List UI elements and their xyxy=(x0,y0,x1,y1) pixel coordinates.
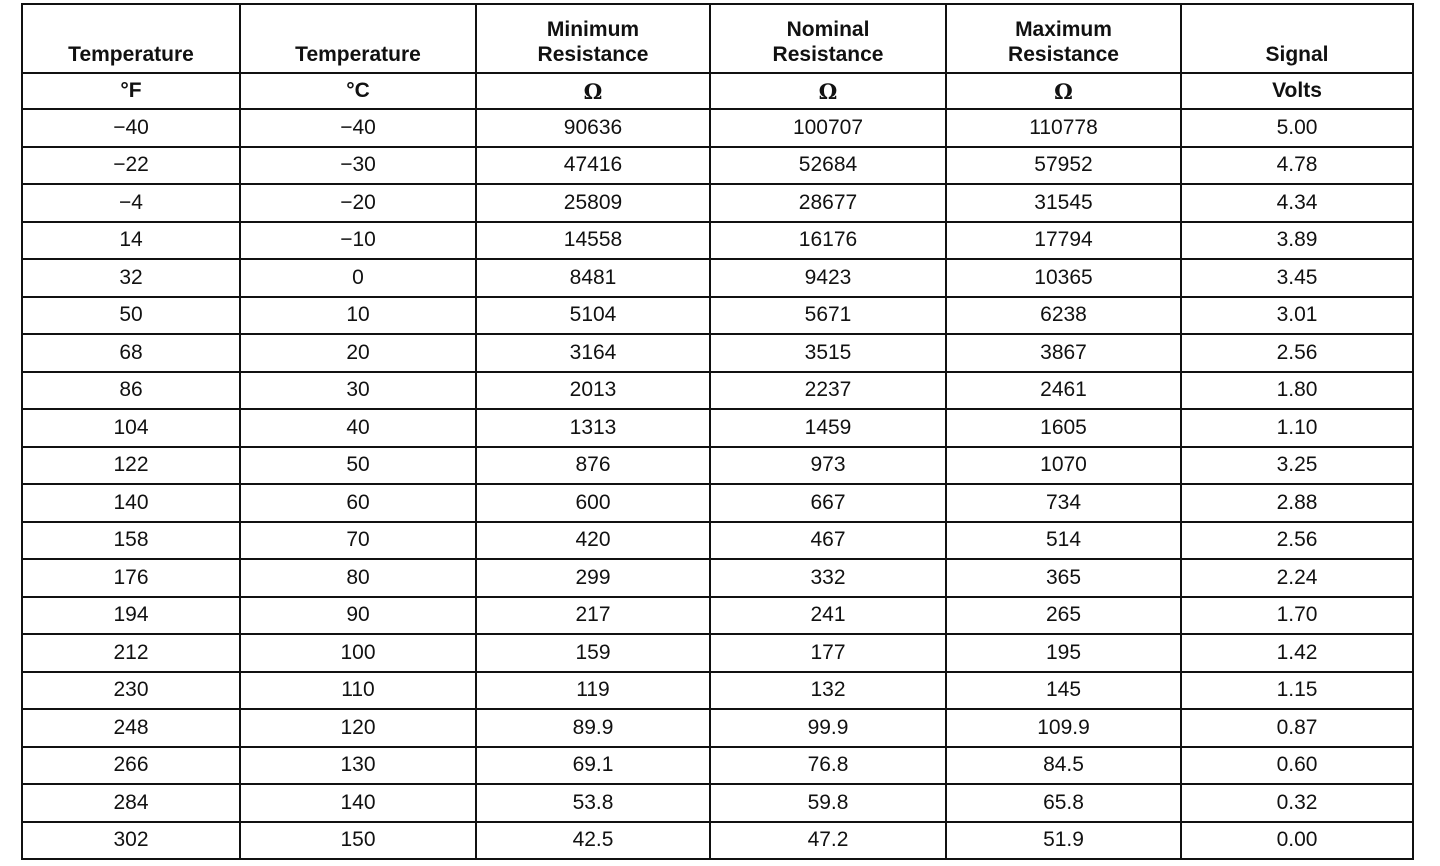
cell-temp-c: 30 xyxy=(240,372,476,410)
header-label: Temperature xyxy=(68,43,194,66)
cell-min-resistance: 5104 xyxy=(476,297,710,335)
cell-signal-volts: 2.56 xyxy=(1181,334,1413,372)
cell-signal-volts: 2.88 xyxy=(1181,484,1413,522)
unit-ohm-max: Ω xyxy=(946,73,1181,109)
table-row xyxy=(22,522,1413,560)
resistance-table-container xyxy=(21,3,1412,860)
cell-temp-c: 80 xyxy=(240,559,476,597)
cell-nominal-resistance: 467 xyxy=(710,522,946,560)
cell-min-resistance: 1313 xyxy=(476,409,710,447)
cell-temp-c: 140 xyxy=(240,784,476,822)
cell-nominal-resistance: 1459 xyxy=(710,409,946,447)
cell-temp-c: 120 xyxy=(240,709,476,747)
cell-signal-volts: 2.56 xyxy=(1181,522,1413,560)
cell-max-resistance: 10365 xyxy=(946,259,1181,297)
table-header xyxy=(22,4,1413,109)
cell-temp-c: −10 xyxy=(240,222,476,260)
cell-nominal-resistance: 59.8 xyxy=(710,784,946,822)
cell-min-resistance: 159 xyxy=(476,634,710,672)
header-label-line1: Minimum xyxy=(546,18,640,41)
cell-temp-f: 140 xyxy=(22,484,240,522)
unit-fahrenheit: °F xyxy=(22,73,240,109)
cell-min-resistance: 25809 xyxy=(476,184,710,222)
unit-celsius: °C xyxy=(240,73,476,109)
table-row xyxy=(22,672,1413,710)
cell-temp-f: 122 xyxy=(22,447,240,485)
cell-temp-f: −22 xyxy=(22,147,240,185)
cell-max-resistance: 110778 xyxy=(946,109,1181,147)
header-maximum-resistance xyxy=(946,4,1181,73)
cell-max-resistance: 365 xyxy=(946,559,1181,597)
cell-nominal-resistance: 99.9 xyxy=(710,709,946,747)
cell-max-resistance: 3867 xyxy=(946,334,1181,372)
table-row xyxy=(22,747,1413,785)
header-temperature-f xyxy=(22,4,240,73)
cell-temp-c: 10 xyxy=(240,297,476,335)
cell-max-resistance: 65.8 xyxy=(946,784,1181,822)
cell-signal-volts: 0.00 xyxy=(1181,822,1413,860)
header-label: Temperature xyxy=(295,43,421,66)
cell-nominal-resistance: 28677 xyxy=(710,184,946,222)
cell-temp-c: −20 xyxy=(240,184,476,222)
cell-nominal-resistance: 76.8 xyxy=(710,747,946,785)
cell-max-resistance: 51.9 xyxy=(946,822,1181,860)
cell-signal-volts: 4.78 xyxy=(1181,147,1413,185)
cell-max-resistance: 109.9 xyxy=(946,709,1181,747)
cell-min-resistance: 14558 xyxy=(476,222,710,260)
table-row xyxy=(22,297,1413,335)
cell-min-resistance: 53.8 xyxy=(476,784,710,822)
header-label: Signal xyxy=(1265,43,1329,66)
cell-nominal-resistance: 100707 xyxy=(710,109,946,147)
cell-temp-c: −30 xyxy=(240,147,476,185)
cell-max-resistance: 265 xyxy=(946,597,1181,635)
cell-max-resistance: 1605 xyxy=(946,409,1181,447)
cell-signal-volts: 1.80 xyxy=(1181,372,1413,410)
cell-temp-c: 40 xyxy=(240,409,476,447)
table-row xyxy=(22,109,1413,147)
cell-temp-c: 20 xyxy=(240,334,476,372)
cell-signal-volts: 1.42 xyxy=(1181,634,1413,672)
table-row xyxy=(22,597,1413,635)
cell-temp-c: 0 xyxy=(240,259,476,297)
cell-temp-f: −40 xyxy=(22,109,240,147)
units-row xyxy=(22,73,1413,109)
cell-max-resistance: 1070 xyxy=(946,447,1181,485)
unit-ohm-min: Ω xyxy=(476,73,710,109)
cell-signal-volts: 3.45 xyxy=(1181,259,1413,297)
cell-signal-volts: 2.24 xyxy=(1181,559,1413,597)
cell-temp-f: 302 xyxy=(22,822,240,860)
cell-max-resistance: 145 xyxy=(946,672,1181,710)
header-nominal-resistance xyxy=(710,4,946,73)
cell-min-resistance: 876 xyxy=(476,447,710,485)
cell-temp-f: 50 xyxy=(22,297,240,335)
cell-nominal-resistance: 52684 xyxy=(710,147,946,185)
cell-min-resistance: 420 xyxy=(476,522,710,560)
header-row xyxy=(22,4,1413,73)
table-row xyxy=(22,334,1413,372)
cell-temp-c: 50 xyxy=(240,447,476,485)
cell-min-resistance: 69.1 xyxy=(476,747,710,785)
cell-nominal-resistance: 47.2 xyxy=(710,822,946,860)
cell-max-resistance: 2461 xyxy=(946,372,1181,410)
header-label-line1: Maximum xyxy=(1015,18,1112,41)
header-minimum-resistance xyxy=(476,4,710,73)
cell-temp-c: 60 xyxy=(240,484,476,522)
cell-signal-volts: 4.34 xyxy=(1181,184,1413,222)
cell-nominal-resistance: 2237 xyxy=(710,372,946,410)
cell-min-resistance: 90636 xyxy=(476,109,710,147)
table-body xyxy=(22,109,1413,859)
cell-max-resistance: 84.5 xyxy=(946,747,1181,785)
cell-min-resistance: 2013 xyxy=(476,372,710,410)
cell-nominal-resistance: 177 xyxy=(710,634,946,672)
cell-temp-f: 230 xyxy=(22,672,240,710)
cell-min-resistance: 119 xyxy=(476,672,710,710)
cell-nominal-resistance: 16176 xyxy=(710,222,946,260)
cell-min-resistance: 47416 xyxy=(476,147,710,185)
cell-max-resistance: 195 xyxy=(946,634,1181,672)
header-temperature-c xyxy=(240,4,476,73)
cell-temp-f: 32 xyxy=(22,259,240,297)
table-row xyxy=(22,259,1413,297)
cell-signal-volts: 3.01 xyxy=(1181,297,1413,335)
cell-max-resistance: 31545 xyxy=(946,184,1181,222)
cell-signal-volts: 1.10 xyxy=(1181,409,1413,447)
cell-min-resistance: 3164 xyxy=(476,334,710,372)
cell-nominal-resistance: 667 xyxy=(710,484,946,522)
header-label-line2: Resistance xyxy=(537,43,649,66)
cell-min-resistance: 89.9 xyxy=(476,709,710,747)
table-row xyxy=(22,222,1413,260)
cell-min-resistance: 600 xyxy=(476,484,710,522)
cell-temp-c: 150 xyxy=(240,822,476,860)
header-label-line2: Resistance xyxy=(772,43,884,66)
cell-temp-f: 104 xyxy=(22,409,240,447)
cell-signal-volts: 3.89 xyxy=(1181,222,1413,260)
cell-max-resistance: 734 xyxy=(946,484,1181,522)
cell-max-resistance: 17794 xyxy=(946,222,1181,260)
cell-temp-f: 176 xyxy=(22,559,240,597)
cell-nominal-resistance: 332 xyxy=(710,559,946,597)
table-row xyxy=(22,634,1413,672)
cell-temp-c: 70 xyxy=(240,522,476,560)
cell-nominal-resistance: 5671 xyxy=(710,297,946,335)
cell-max-resistance: 6238 xyxy=(946,297,1181,335)
cell-temp-c: 90 xyxy=(240,597,476,635)
cell-temp-f: 86 xyxy=(22,372,240,410)
cell-signal-volts: 1.70 xyxy=(1181,597,1413,635)
cell-nominal-resistance: 973 xyxy=(710,447,946,485)
temperature-resistance-table xyxy=(21,3,1414,860)
table-row xyxy=(22,372,1413,410)
cell-temp-f: −4 xyxy=(22,184,240,222)
cell-signal-volts: 0.87 xyxy=(1181,709,1413,747)
cell-min-resistance: 42.5 xyxy=(476,822,710,860)
cell-min-resistance: 299 xyxy=(476,559,710,597)
table-row xyxy=(22,822,1413,860)
table-row xyxy=(22,409,1413,447)
table-row xyxy=(22,709,1413,747)
header-label-line1: Nominal xyxy=(786,18,870,41)
cell-temp-f: 194 xyxy=(22,597,240,635)
cell-signal-volts: 1.15 xyxy=(1181,672,1413,710)
cell-nominal-resistance: 9423 xyxy=(710,259,946,297)
unit-volts: Volts xyxy=(1181,73,1413,109)
cell-min-resistance: 8481 xyxy=(476,259,710,297)
cell-signal-volts: 5.00 xyxy=(1181,109,1413,147)
cell-temp-c: 130 xyxy=(240,747,476,785)
table-row xyxy=(22,784,1413,822)
cell-temp-f: 212 xyxy=(22,634,240,672)
cell-max-resistance: 514 xyxy=(946,522,1181,560)
cell-temp-f: 248 xyxy=(22,709,240,747)
cell-signal-volts: 0.32 xyxy=(1181,784,1413,822)
cell-temp-c: 100 xyxy=(240,634,476,672)
table-row xyxy=(22,484,1413,522)
cell-temp-f: 266 xyxy=(22,747,240,785)
cell-temp-f: 158 xyxy=(22,522,240,560)
unit-ohm-nominal: Ω xyxy=(710,73,946,109)
cell-nominal-resistance: 241 xyxy=(710,597,946,635)
cell-temp-f: 14 xyxy=(22,222,240,260)
table-row xyxy=(22,184,1413,222)
cell-temp-c: 110 xyxy=(240,672,476,710)
cell-temp-f: 284 xyxy=(22,784,240,822)
table-row xyxy=(22,559,1413,597)
cell-nominal-resistance: 132 xyxy=(710,672,946,710)
cell-max-resistance: 57952 xyxy=(946,147,1181,185)
header-label-line2: Resistance xyxy=(1008,43,1119,66)
cell-min-resistance: 217 xyxy=(476,597,710,635)
cell-signal-volts: 3.25 xyxy=(1181,447,1413,485)
cell-temp-f: 68 xyxy=(22,334,240,372)
cell-signal-volts: 0.60 xyxy=(1181,747,1413,785)
cell-nominal-resistance: 3515 xyxy=(710,334,946,372)
header-signal xyxy=(1181,4,1413,73)
table-row xyxy=(22,147,1413,185)
cell-temp-c: −40 xyxy=(240,109,476,147)
table-row xyxy=(22,447,1413,485)
